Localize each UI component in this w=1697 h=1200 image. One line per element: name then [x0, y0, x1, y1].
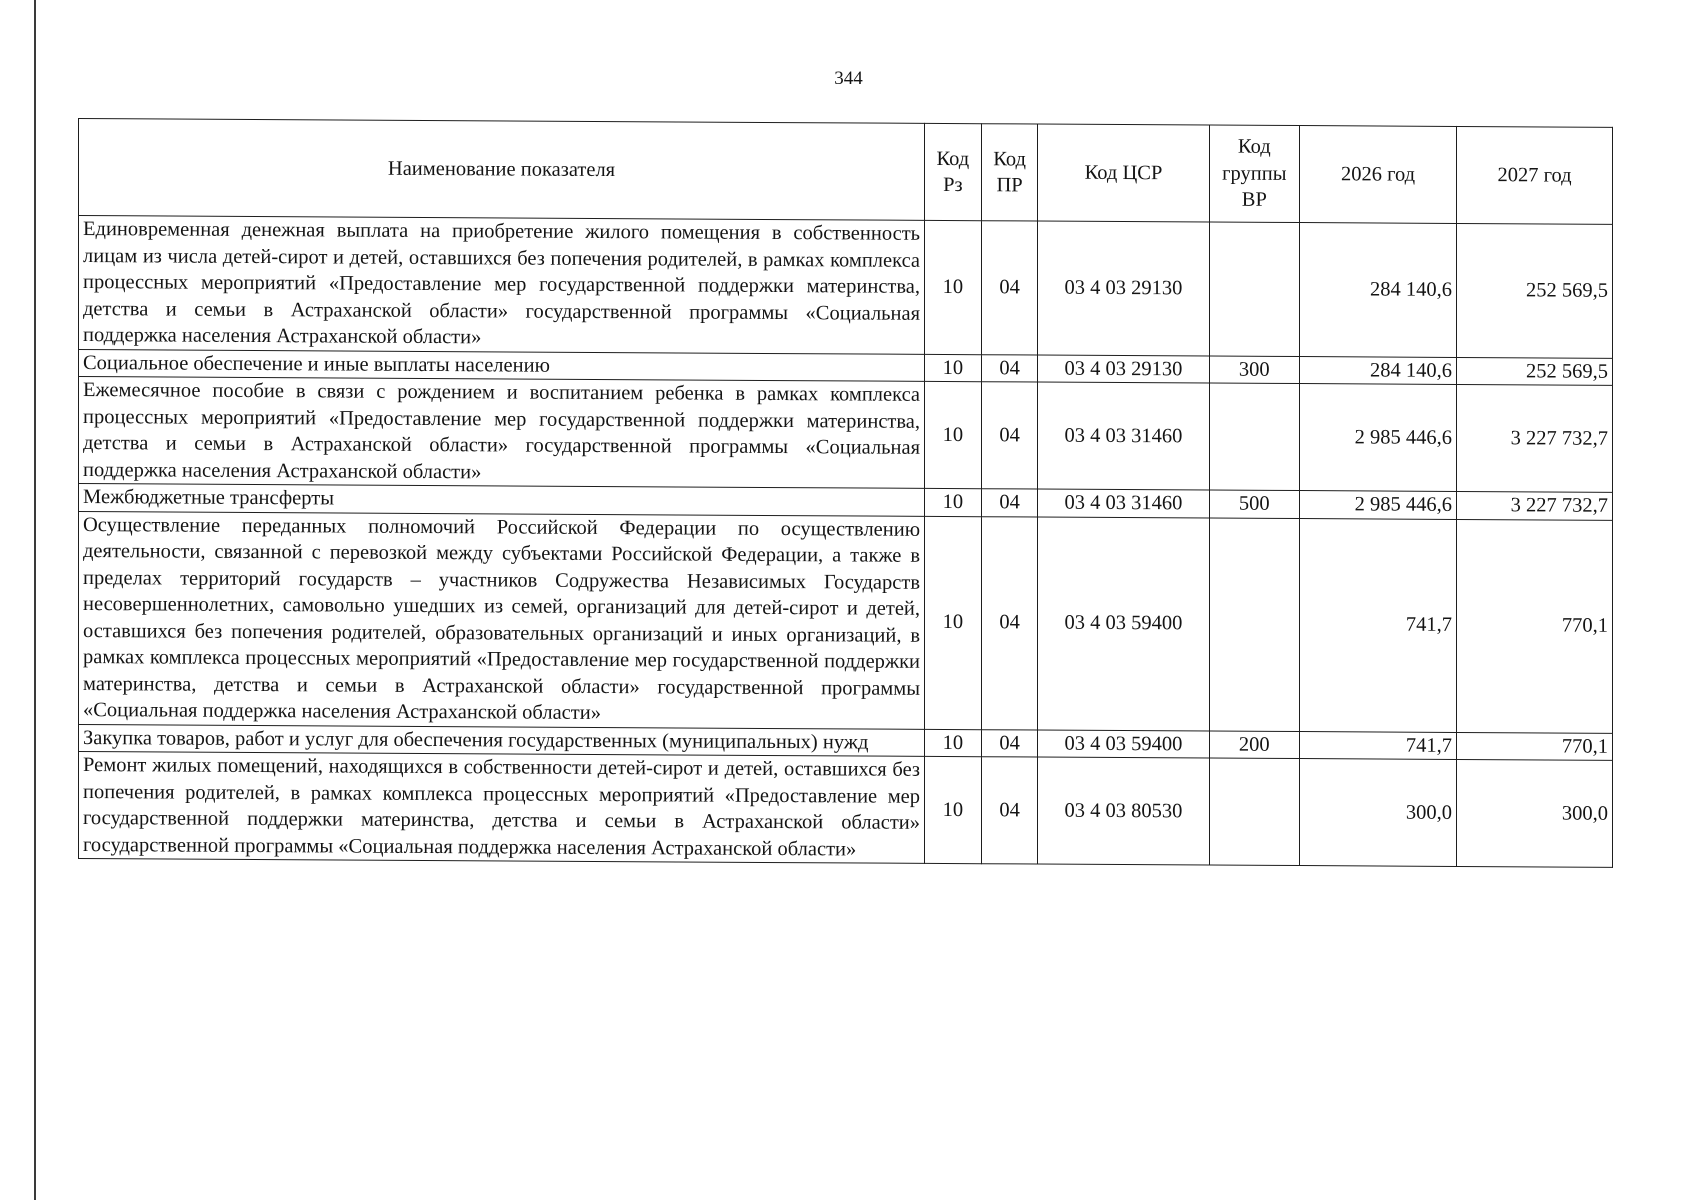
row-vr [1209, 758, 1299, 866]
row-2027: 3 227 732,7 [1457, 384, 1613, 492]
table-row [79, 377, 1613, 493]
row-name: Единовременная денежная выплата на приобретение жилого помещения в собственность лицам из числа детей-сирот и детей, оставшихся без попечения родителей, в рамках комплекса процессных мероприятий «Предоставление мер государственной поддержки материнства, детства и семьи в Астраханской области» государственной программы «Социальная поддержка населения Астраханской области» [79, 216, 925, 354]
binding-line [34, 0, 36, 1200]
row-pr: 04 [981, 757, 1038, 864]
row-pr: 04 [981, 354, 1038, 382]
row-2027: 770,1 [1457, 732, 1613, 760]
row-name: Осуществление переданных полномочий Российской Федерации по осуществлению деятельности, связанной с перевозкой между субъектами Российской Федерации, а также в пределах территорий государств – участников Содружества Независимых Государств несовершеннолетних, самовольно ушедших из семей, организаций для детей-сирот и детей, оставшихся без попечения родителей, образовательных организаций и иных организаций, в рамках комплекса процессных мероприятий «Предоставление мер государственной поддержки материнства, детства и семьи в Астраханской области» государственной программы «Социальная поддержка населения Астраханской области» [79, 511, 925, 729]
row-pr: 04 [981, 489, 1038, 517]
row-2026: 2 985 446,6 [1300, 491, 1457, 519]
row-2026: 300,0 [1300, 759, 1457, 867]
header-pr: Код ПР [981, 124, 1038, 221]
row-vr [1209, 383, 1299, 491]
row-rz: 10 [925, 220, 982, 354]
table-row [79, 511, 1613, 733]
header-csr: Код ЦСР [1038, 124, 1209, 222]
row-csr: 03 4 03 59400 [1038, 517, 1209, 731]
row-rz: 10 [925, 516, 982, 729]
table-row [79, 752, 1613, 868]
row-2026: 284 140,6 [1300, 223, 1457, 357]
row-2026: 284 140,6 [1300, 356, 1457, 384]
row-csr: 03 4 03 80530 [1038, 757, 1209, 865]
row-name: Закупка товаров, работ и услуг для обеспечения государственных (муниципальных) нужд [79, 724, 925, 756]
row-pr: 04 [981, 221, 1038, 355]
row-name: Ежемесячное пособие в связи с рождением и воспитанием ребенка в рамках комплекса процессных мероприятий «Предоставление мер государственной поддержки материнства, детства и семьи в Астраханской области» государственной программы «Социальная поддержка населения Астраханской области» [79, 377, 925, 489]
row-rz: 10 [925, 488, 982, 516]
row-rz: 10 [925, 354, 982, 382]
header-vr: Код группы ВР [1209, 125, 1299, 223]
header-2026: 2026 год [1300, 126, 1457, 224]
row-csr: 03 4 03 29130 [1038, 355, 1209, 383]
header-rz: Код Рз [925, 123, 982, 220]
row-2026: 2 985 446,6 [1300, 384, 1457, 492]
row-vr [1209, 222, 1299, 356]
row-pr: 04 [981, 382, 1038, 489]
row-vr: 300 [1209, 356, 1299, 384]
page-number: 344 [834, 68, 863, 89]
row-2026: 741,7 [1300, 518, 1457, 732]
row-2027: 770,1 [1457, 519, 1613, 733]
row-csr: 03 4 03 31460 [1038, 382, 1209, 490]
row-2026: 741,7 [1300, 731, 1457, 759]
row-name: Межбюджетные трансферты [79, 484, 925, 516]
header-name: Наименование показателя [79, 119, 925, 221]
row-pr: 04 [981, 516, 1038, 729]
row-csr: 03 4 03 59400 [1038, 730, 1209, 758]
header-2027: 2027 год [1457, 126, 1613, 224]
row-pr: 04 [981, 729, 1038, 757]
row-2027: 3 227 732,7 [1457, 491, 1613, 519]
row-rz: 10 [925, 729, 982, 757]
row-2027: 252 569,5 [1457, 223, 1613, 357]
row-rz: 10 [925, 381, 982, 488]
row-csr: 03 4 03 31460 [1038, 489, 1209, 517]
table-row [79, 216, 1613, 358]
row-vr [1209, 518, 1299, 732]
row-2027: 300,0 [1457, 759, 1613, 867]
budget-table [78, 118, 1613, 868]
row-2027: 252 569,5 [1457, 357, 1613, 385]
row-rz: 10 [925, 756, 982, 863]
row-csr: 03 4 03 29130 [1038, 221, 1209, 355]
table-header-row [79, 119, 1613, 225]
row-vr: 500 [1209, 490, 1299, 518]
row-vr: 200 [1209, 731, 1299, 759]
row-name: Ремонт жилых помещений, находящихся в собственности детей-сирот и детей, оставшихся без попечения родителей, в рамках комплекса процессных мероприятий «Предоставление мер государственной поддержки материнства, детства и семьи в Астраханской области» государственной программы «Социальная поддержка населения Астраханской области» [79, 752, 925, 864]
row-name: Социальное обеспечение и иные выплаты населению [79, 349, 925, 381]
